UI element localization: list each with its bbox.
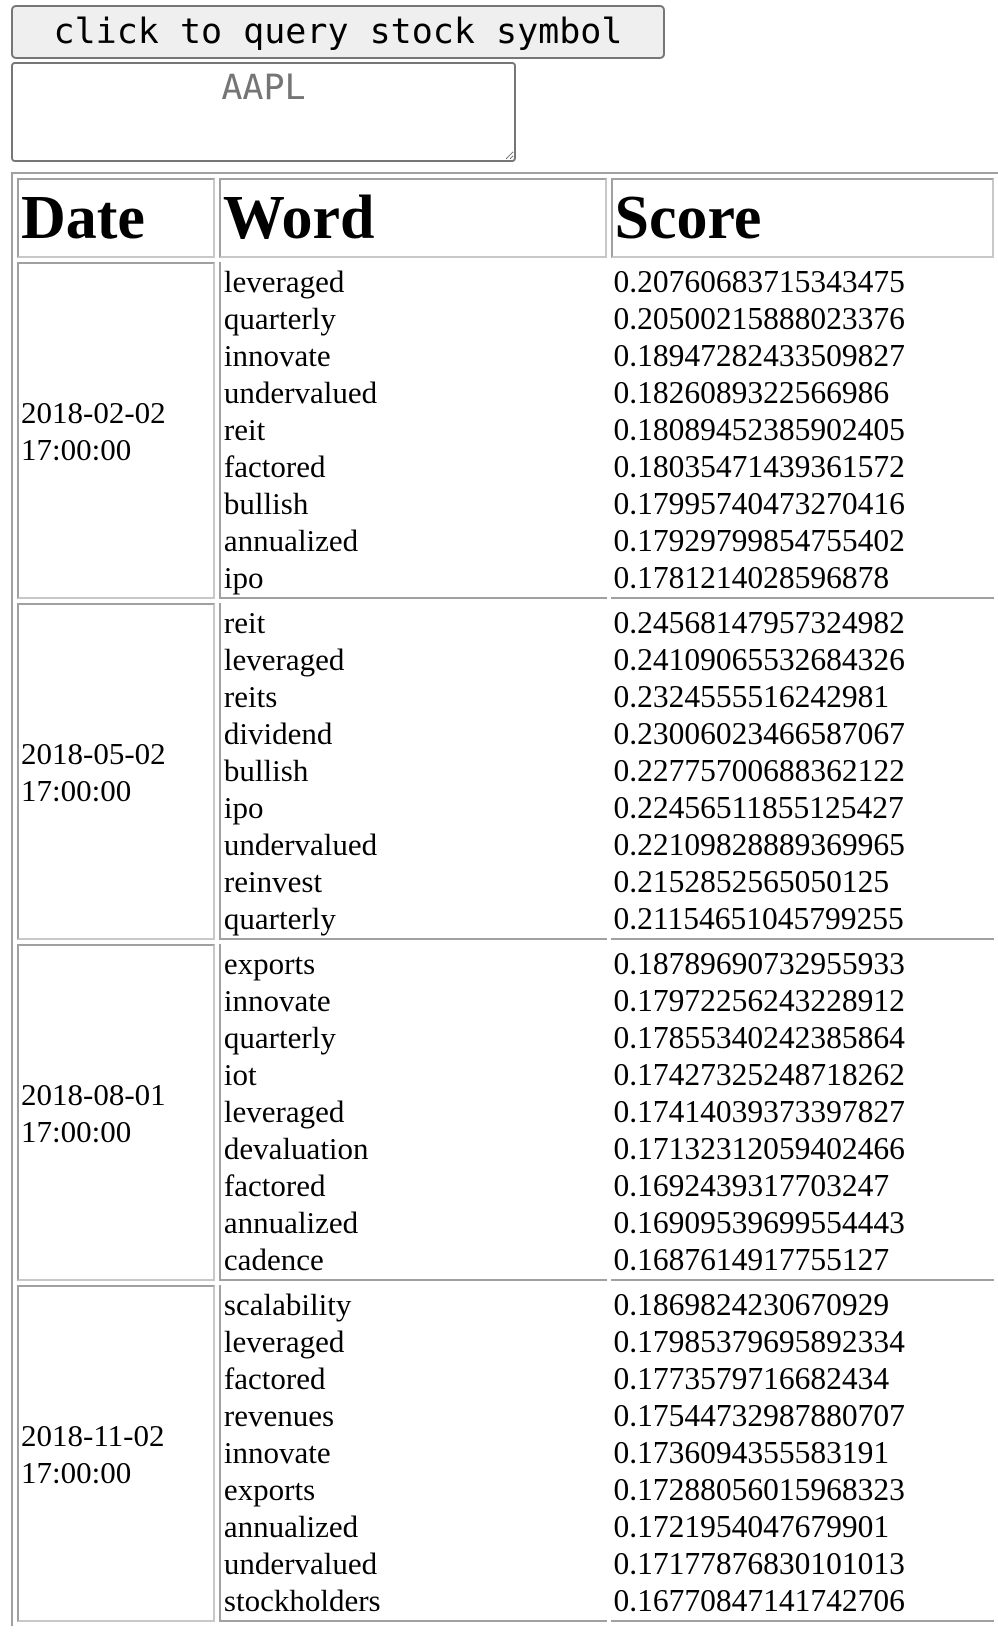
score-item: 0.2152852565050125 — [613, 864, 890, 899]
word-item: reit — [223, 605, 266, 640]
score-item: 0.20500215888023376 — [613, 301, 905, 336]
word-item: reit — [223, 412, 266, 447]
score-item: 0.1721954047679901 — [613, 1509, 890, 1544]
score-item: 0.24568147957324982 — [613, 605, 905, 640]
word-item: factored — [223, 449, 326, 484]
date-group-row — [17, 1285, 994, 1622]
date-cell: 2018-05-02 17:00:00 — [17, 603, 215, 940]
score-item: 0.1692439317703247 — [613, 1168, 890, 1203]
word-item: reinvest — [223, 864, 323, 899]
score-item: 0.17288056015968323 — [613, 1472, 905, 1507]
word-item: factored — [223, 1361, 326, 1396]
word-item: ipo — [223, 560, 264, 595]
score-item: 0.17427325248718262 — [613, 1057, 905, 1092]
score-item: 0.2324555516242981 — [613, 679, 890, 714]
score-item: 0.22456511855125427 — [613, 790, 904, 825]
word-item: innovate — [223, 338, 331, 373]
date-column-header: Date — [17, 178, 215, 258]
score-item: 0.18089452385902405 — [613, 412, 905, 447]
word-list-cell — [219, 944, 607, 1281]
date-group-row — [17, 262, 994, 599]
score-item: 0.17177876830101013 — [613, 1546, 905, 1581]
word-column-header: Word — [219, 178, 607, 258]
score-item: 0.17972256243228912 — [613, 983, 905, 1018]
word-item: quarterly — [223, 1020, 336, 1055]
score-item: 0.1869824230670929 — [613, 1287, 890, 1322]
score-list-cell — [611, 944, 994, 1281]
word-item: innovate — [223, 1435, 331, 1470]
word-item: dividend — [223, 716, 333, 751]
word-item: iot — [223, 1057, 257, 1092]
results-table-header — [17, 178, 994, 258]
stock-symbol-input[interactable] — [11, 62, 516, 162]
word-item: factored — [223, 1168, 326, 1203]
score-item: 0.1687614917755127 — [613, 1242, 890, 1277]
score-column-header: Score — [611, 178, 994, 258]
word-item: ipo — [223, 790, 264, 825]
word-item: undervalued — [223, 1546, 378, 1581]
word-item: undervalued — [223, 827, 378, 862]
score-item: 0.24109065532684326 — [613, 642, 905, 677]
score-item: 0.16770847141742706 — [613, 1583, 905, 1618]
word-item: devaluation — [223, 1131, 369, 1166]
word-item: leveraged — [223, 1324, 345, 1359]
score-item: 0.17855340242385864 — [613, 1020, 905, 1055]
score-item: 0.17985379695892334 — [613, 1324, 905, 1359]
word-item: revenues — [223, 1398, 335, 1433]
word-item: reits — [223, 679, 278, 714]
word-item: cadence — [223, 1242, 324, 1277]
word-item: scalability — [223, 1287, 352, 1322]
word-item: leveraged — [223, 264, 345, 299]
word-item: exports — [223, 1472, 316, 1507]
results-table-body — [17, 262, 994, 1622]
score-item: 0.22775700688362122 — [613, 753, 905, 788]
word-item: annualized — [223, 523, 359, 558]
score-item: 0.18035471439361572 — [613, 449, 905, 484]
score-item: 0.1781214028596878 — [613, 560, 890, 595]
word-item: leveraged — [223, 1094, 345, 1129]
word-item: annualized — [223, 1509, 359, 1544]
date-group-row — [17, 944, 994, 1281]
score-item: 0.17414039373397827 — [613, 1094, 905, 1129]
score-list-cell — [611, 1285, 994, 1622]
score-item: 0.21154651045799255 — [613, 901, 904, 936]
score-item: 0.17544732987880707 — [613, 1398, 905, 1433]
score-item: 0.17132312059402466 — [613, 1131, 905, 1166]
score-item: 0.1826089322566986 — [613, 375, 890, 410]
word-list-cell — [219, 603, 607, 940]
results-table — [11, 172, 998, 1626]
score-item: 0.16909539699554443 — [613, 1205, 905, 1240]
score-item: 0.1773579716682434 — [613, 1361, 890, 1396]
score-item: 0.23006023466587067 — [613, 716, 905, 751]
score-item: 0.18789690732955933 — [613, 946, 905, 981]
word-item: bullish — [223, 753, 309, 788]
word-item: quarterly — [223, 901, 336, 936]
word-item: bullish — [223, 486, 309, 521]
score-item: 0.20760683715343475 — [613, 264, 905, 299]
date-cell: 2018-02-02 17:00:00 — [17, 262, 215, 599]
date-cell: 2018-08-01 17:00:00 — [17, 944, 215, 1281]
score-item: 0.17929799854755402 — [613, 523, 905, 558]
score-item: 0.18947282433509827 — [613, 338, 905, 373]
score-list-cell — [611, 262, 994, 599]
word-item: leveraged — [223, 642, 345, 677]
word-item: undervalued — [223, 375, 378, 410]
word-list-cell — [219, 1285, 607, 1622]
word-item: annualized — [223, 1205, 359, 1240]
word-item: quarterly — [223, 301, 336, 336]
score-list-cell — [611, 603, 994, 940]
score-item: 0.17995740473270416 — [613, 486, 905, 521]
score-item: 0.1736094355583191 — [613, 1435, 890, 1470]
word-item: exports — [223, 946, 316, 981]
date-cell: 2018-11-02 17:00:00 — [17, 1285, 215, 1622]
word-list-cell — [219, 262, 607, 599]
word-item: stockholders — [223, 1583, 381, 1618]
score-item: 0.22109828889369965 — [613, 827, 905, 862]
query-stock-button[interactable]: click to query stock symbol — [11, 5, 665, 59]
date-group-row — [17, 603, 994, 940]
word-item: innovate — [223, 983, 331, 1018]
